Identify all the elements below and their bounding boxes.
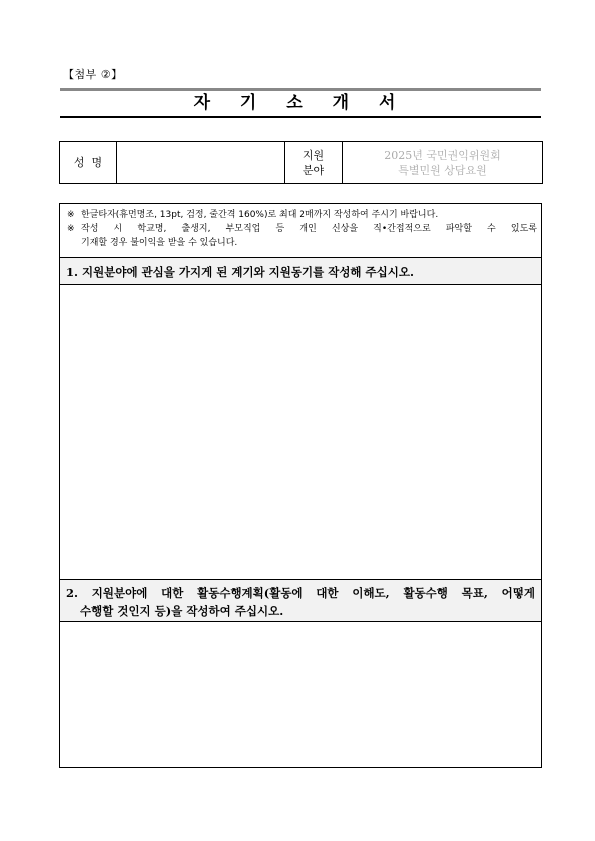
question-2-header <box>60 579 541 622</box>
field-label-line2: 분야 <box>302 163 325 177</box>
name-label: 성 명 <box>60 142 117 184</box>
note-2-continuation: 기재할 경우 불이익을 받을 수 있습니다. <box>81 238 238 248</box>
question-2-line1: 2. 지원분야에 대한 활동수행계획(활동에 대한 이해도, 활동수행 목표, 어떻게 <box>66 586 535 600</box>
note-1-text: 한글타자(휴먼명조, 13pt, 검정, 줄간격 160%)로 최대 2매까지 작성하여 주시기 바랍니다. <box>81 210 439 220</box>
question-1-answer-area[interactable] <box>60 286 541 578</box>
note-mark: ※ <box>67 224 75 234</box>
note-1 <box>67 208 537 222</box>
attachment-label: 【첨부 ②】 <box>63 68 123 81</box>
question-1-header: 1. 지원분야에 관심을 가지게 된 계기와 지원동기를 작성해 주십시오. <box>60 257 541 285</box>
note-2 <box>67 222 537 236</box>
field-label <box>285 142 343 184</box>
statement-box <box>59 203 542 768</box>
title-bottom-rule <box>60 116 541 118</box>
field-value[interactable] <box>343 142 543 184</box>
page-title: 자 기 소 개 서 <box>193 93 408 113</box>
note-2-text-line1: 작성 시 학교명, 출생지, 부모직업 등 개인 신상을 직•간접적으로 파악할 수 있도록 <box>81 224 537 234</box>
applicant-info-table <box>59 141 543 184</box>
field-label-line1: 지원 <box>302 148 325 162</box>
question-2-line2: 수행할 것인지 등)을 작성하여 주십시오. <box>80 604 284 618</box>
question-2-answer-area[interactable] <box>60 623 541 767</box>
field-value-line2: 특별민원 상담요원 <box>398 163 487 177</box>
name-value-field[interactable] <box>117 142 285 184</box>
instruction-notes <box>67 208 537 250</box>
field-value-line1: 2025년 국민권익위원회 <box>384 148 501 162</box>
note-mark: ※ <box>67 210 75 220</box>
